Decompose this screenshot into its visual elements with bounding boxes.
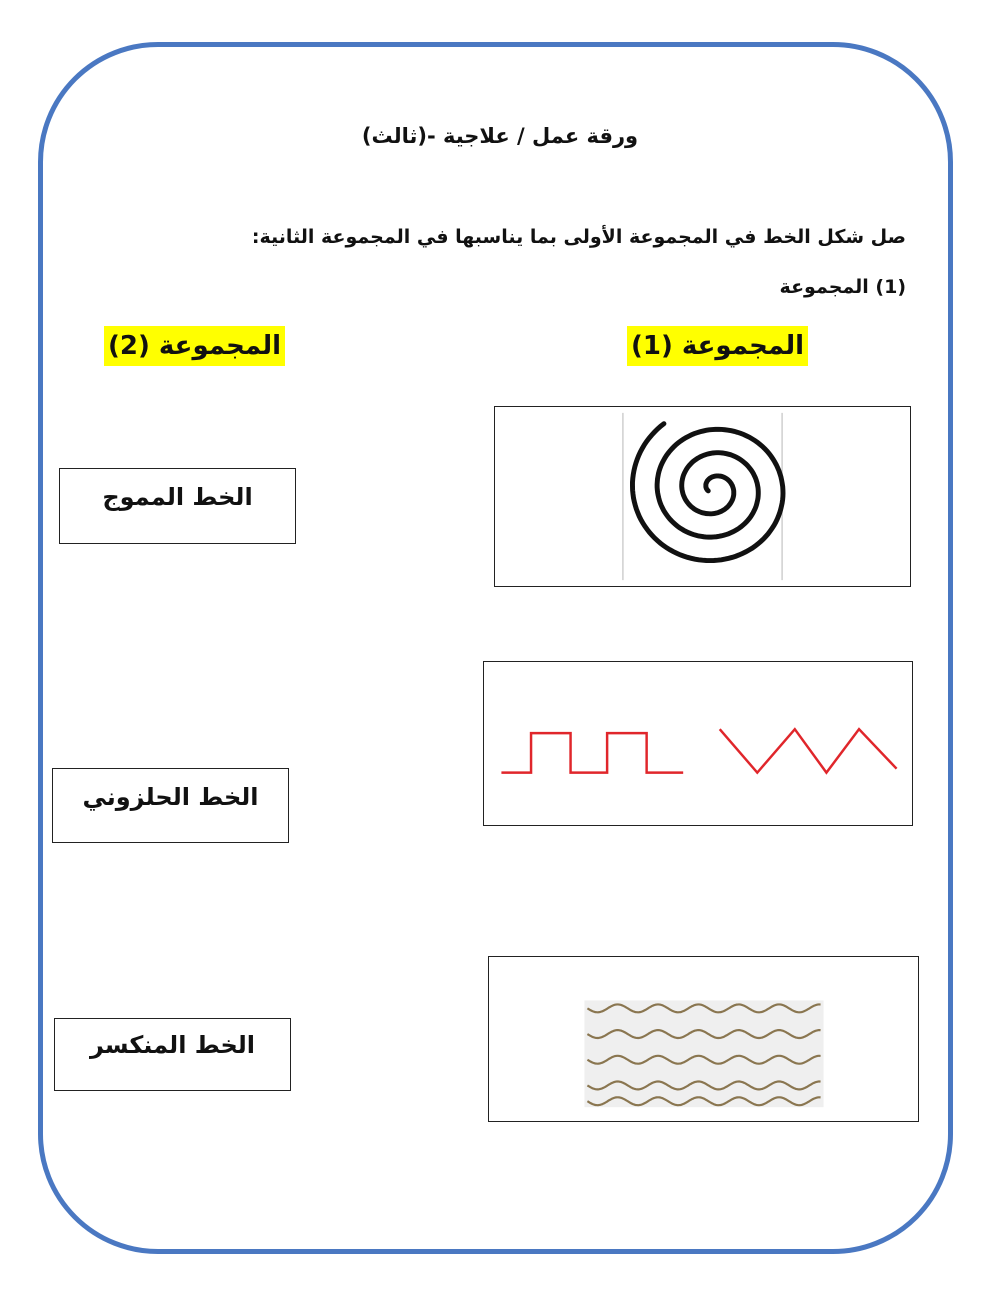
group1-heading: المجموعة (1) [627, 326, 808, 366]
wavy-lines-icon [489, 957, 918, 1121]
instruction-text: صل شكل الخط في المجموعة الأولى بما يناسبها في المجموعة الثانية: [251, 226, 906, 248]
worksheet-title: ورقة عمل / علاجية -(ثالث) [361, 124, 639, 148]
label-wavy-line[interactable] [59, 468, 296, 544]
spiral-line-icon [495, 407, 910, 586]
spiral-picture-box[interactable] [494, 406, 911, 587]
label-wavy-line-text: الخط المموج [102, 483, 253, 511]
label-spiral-line-text: الخط الحلزوني [82, 783, 259, 811]
group-subline: (1) المجموعة [779, 276, 906, 298]
wavy-lines-picture-box[interactable] [488, 956, 919, 1122]
group2-heading: المجموعة (2) [104, 326, 285, 366]
broken-lines-icon [484, 662, 912, 825]
label-spiral-line[interactable] [52, 768, 289, 843]
broken-lines-picture-box[interactable] [483, 661, 913, 826]
label-broken-line[interactable] [54, 1018, 291, 1091]
label-broken-line-text: الخط المنكسر [89, 1031, 256, 1059]
